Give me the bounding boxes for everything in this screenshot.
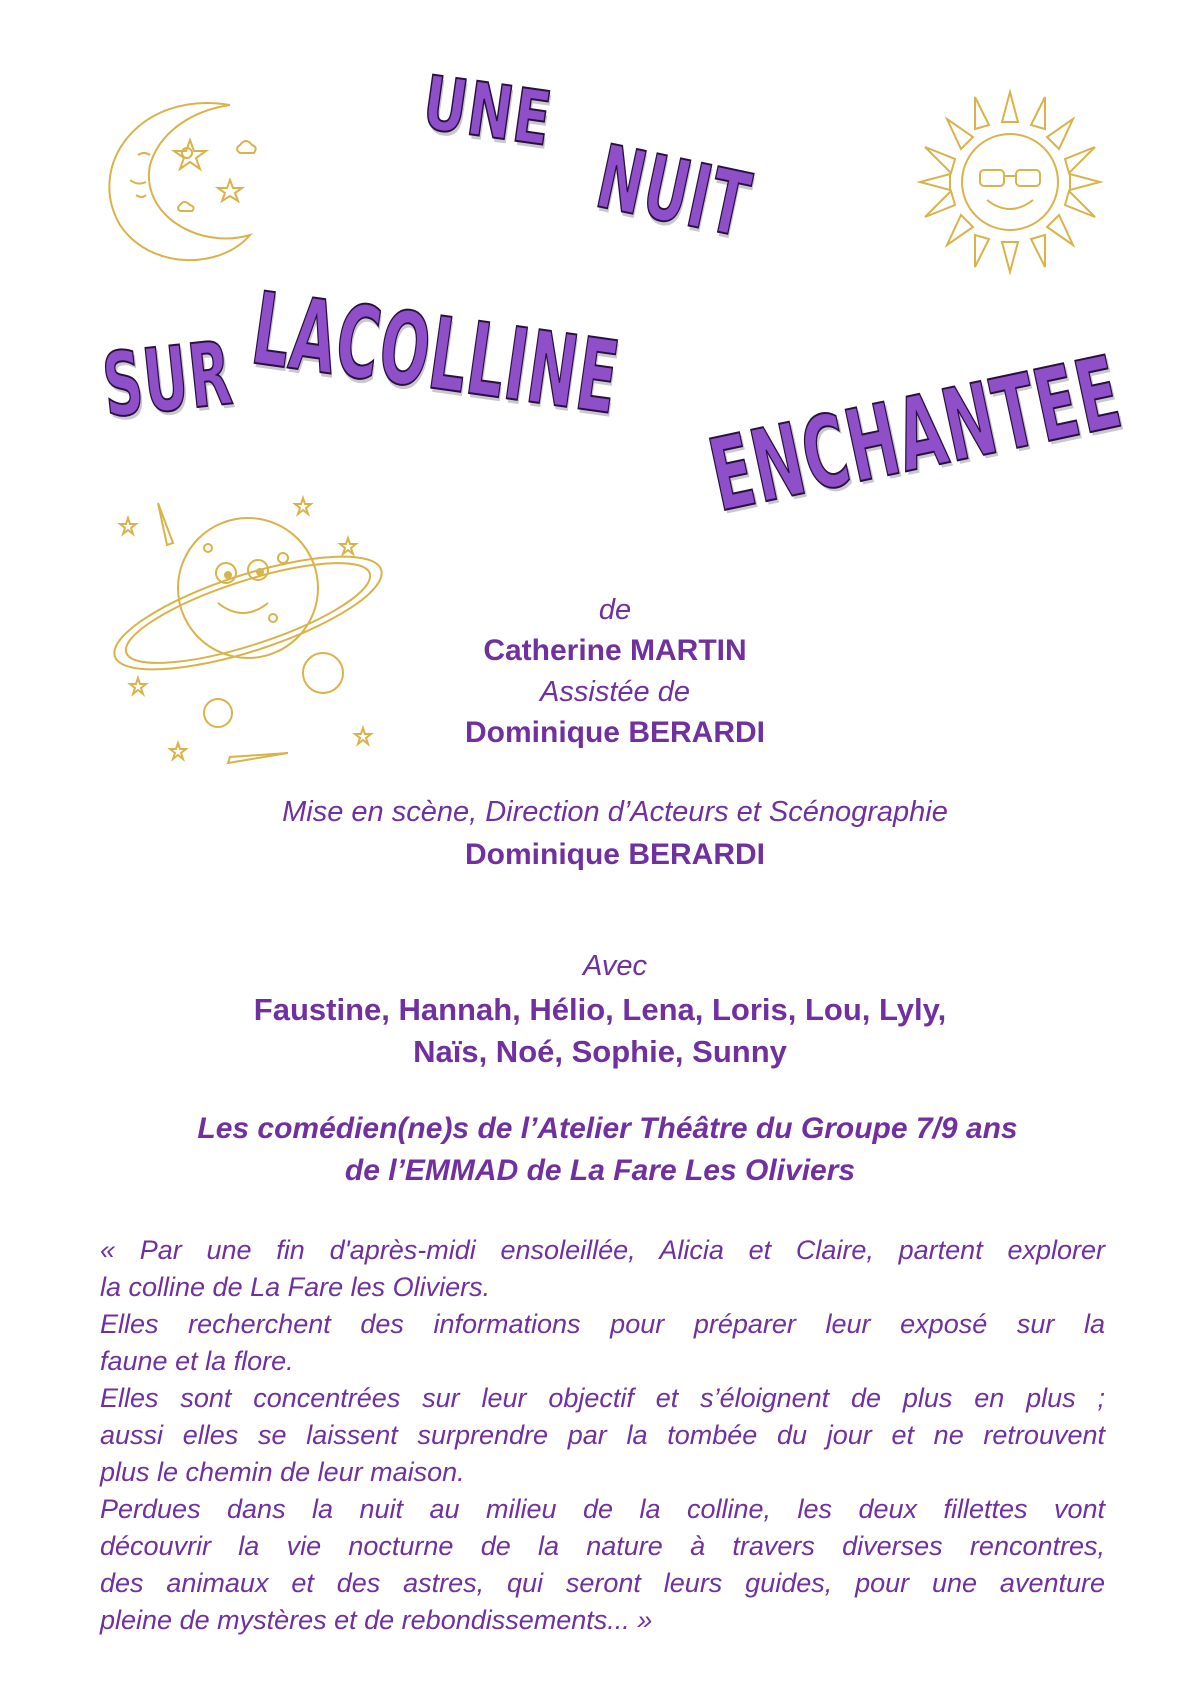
- credit-de: de: [598, 594, 632, 626]
- synopsis: [100, 1232, 1105, 1639]
- title-word-lacolline: LACOLLINE: [245, 270, 627, 438]
- synopsis-line: Perdues dans la nuit au milieu de la colline, les deux fillettes vont: [100, 1494, 1105, 1524]
- cast-list-line2: Naïs, Noé, Sophie, Sunny: [413, 1034, 787, 1069]
- assistant-name: Dominique BERARDI: [465, 716, 765, 749]
- smiling-sun-with-sunglasses-icon: [905, 72, 1115, 282]
- credit-assisted: Assistée de: [540, 676, 690, 708]
- moon-with-stars-icon: [80, 85, 270, 275]
- title-word-nuit: NUIT: [588, 125, 760, 258]
- synopsis-line: « Par une fin d'après-midi ensoleillée, Alicia et Claire, partent explorer: [100, 1235, 1105, 1265]
- synopsis-line: Elles recherchent des informations pour préparer leur exposé sur la: [100, 1309, 1105, 1339]
- synopsis-line: faune et la flore.: [100, 1346, 294, 1376]
- synopsis-line: découvrir la vie nocturne de la nature à travers diverses rencontres,: [100, 1531, 1105, 1561]
- direction-label: Mise en scène, Direction d’Acteurs et Scénographie: [282, 796, 948, 828]
- title-word-une: UNE: [418, 60, 558, 164]
- synopsis-line: la colline de La Fare les Oliviers.: [100, 1272, 491, 1302]
- group-line2: de l’EMMAD de La Fare Les Oliviers: [344, 1154, 856, 1187]
- cast-list-line1: Faustine, Hannah, Hélio, Lena, Loris, Lou, Lyly,: [253, 992, 947, 1027]
- director-name: Dominique BERARDI: [465, 838, 765, 871]
- title-word-sur: SUR: [98, 321, 238, 438]
- synopsis-line: Elles sont concentrées sur leur objectif et s’éloignent de plus en plus ;: [100, 1383, 1105, 1413]
- synopsis-line: plus le chemin de leur maison.: [100, 1457, 465, 1487]
- synopsis-line: aussi elles se laissent surprendre par la tombée du jour et ne retrouvent: [100, 1420, 1105, 1450]
- synopsis-line: pleine de mystères et de rebondissements... »: [100, 1605, 653, 1635]
- synopsis-line: des animaux et des astres, qui seront leurs guides, pour une aventure: [100, 1568, 1105, 1598]
- group-line1: Les comédien(ne)s de l’Atelier Théâtre du Groupe 7/9 ans: [197, 1112, 1018, 1145]
- author-name: Catherine MARTIN: [483, 634, 747, 667]
- credit-avec: Avec: [583, 950, 647, 982]
- title-word-enchantee: ENCHANTEE: [700, 333, 1132, 535]
